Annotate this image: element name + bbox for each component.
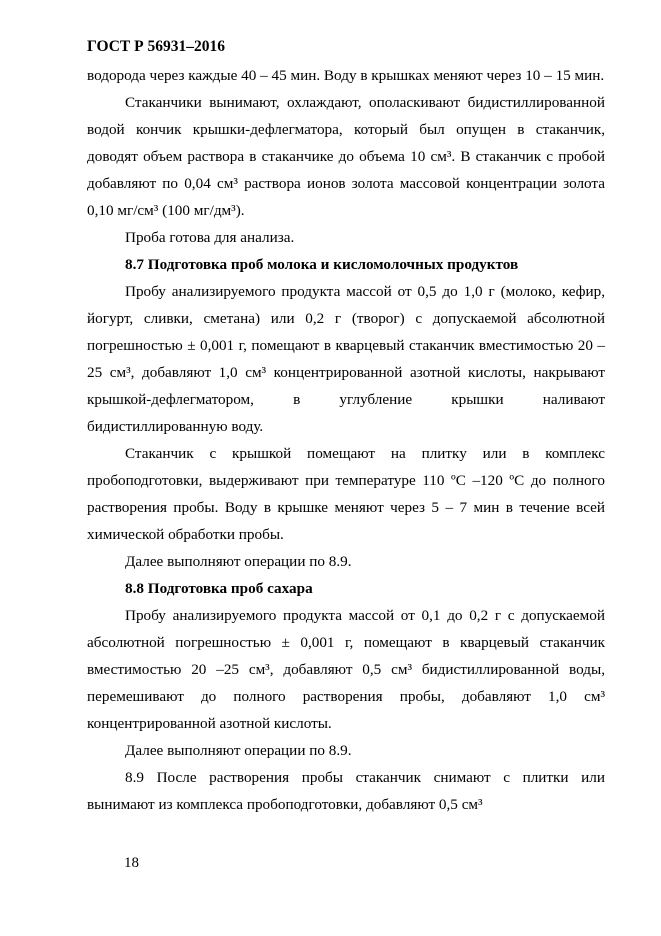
paragraph-8-9: 8.9 После растворения пробы стаканчик снимают с плитки или вынимают из комплекса пробоподготовки, добавляют 0,5 см³ (87, 769, 605, 813)
paragraph: Проба готова для анализа. (125, 229, 295, 246)
document-header: ГОСТ Р 56931–2016 (87, 38, 225, 55)
paragraph: Стаканчики вынимают, охлаждают, ополаскивают бидистиллированной водой кончик крышки-дефлегматора, который был опущен в стаканчик, доводят объем раствора в стаканчике до объема 10 см³. В стаканчик с пробой добавляют по 0,04 см³ раствора ионов золота массовой концентрации золота 0,10 мг/см³ (100 мг/дм³). (87, 94, 605, 219)
document-body (87, 62, 605, 818)
paragraph: Пробу анализируемого продукта массой от 0,1 до 0,2 г с допускаемой абсолютной погрешностью ± 0,001 г, помещают в кварцевый стаканчик вместимостью 20 –25 см³, добавляют 0,5 см³ бидистиллированной воды, перемешивают до полного растворения пробы, добавляют 1,0 см³ концентрированной азотной кислоты. (87, 607, 605, 732)
page-number: 18 (124, 855, 139, 871)
paragraph: Далее выполняют операции по 8.9. (125, 742, 352, 759)
paragraph-continuation: водорода через каждые 40 – 45 мин. Воду в крышках меняют через 10 – 15 мин. (87, 67, 605, 84)
paragraph: Пробу анализируемого продукта массой от 0,5 до 1,0 г (молоко, кефир, йогурт, сливки, сметана) или 0,2 г (творог) с допускаемой абсолютной погрешностью ± 0,001 г, помещают в кварцевый стаканчик вместимостью 20 – 25 см³, добавляют 1,0 см³ концентрированной азотной кислоты, накрывают крышкой-дефлегматором, в углубление крышки наливают бидистиллированную воду. (87, 283, 605, 435)
paragraph: Стаканчик с крышкой помещают на плитку или в комплекс пробоподготовки, выдерживают при температуре 110 ºС –120 ºС до полного растворения пробы. Воду в крышке меняют через 5 – 7 мин в течение всей химической обработки пробы. (87, 445, 605, 543)
section-heading-8-7: 8.7 Подготовка проб молока и кисломолочных продуктов (125, 256, 519, 273)
paragraph: Далее выполняют операции по 8.9. (125, 553, 352, 570)
section-heading-8-8: 8.8 Подготовка проб сахара (125, 580, 313, 597)
